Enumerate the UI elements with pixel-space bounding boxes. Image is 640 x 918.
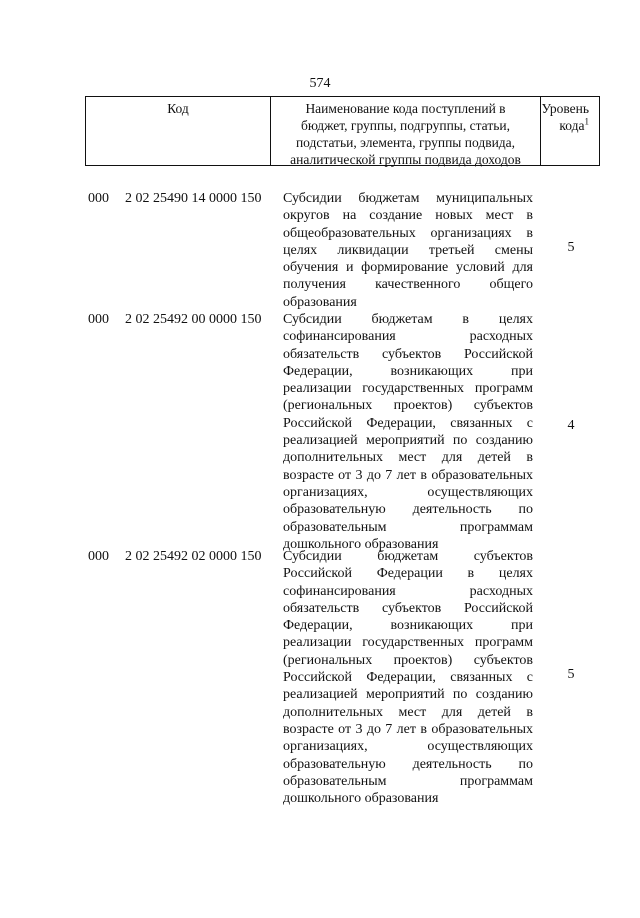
header-name-line: аналитической группы подвида доходов xyxy=(290,152,521,167)
name-line: софинансирования расходных xyxy=(283,583,533,599)
header-name-line: бюджет, группы, подгруппы, статьи, xyxy=(301,118,510,133)
name-line: Федерации, возникающих при xyxy=(283,363,533,379)
header-name-line: Наименование кода поступлений в xyxy=(305,101,506,116)
header-level-line: Уровень xyxy=(541,101,589,116)
header-level-column xyxy=(541,97,599,165)
name-line: целях ликвидации третьей смены xyxy=(283,242,533,258)
revenue-code: 2 02 25492 02 0000 150 xyxy=(125,549,262,564)
revenue-name xyxy=(283,548,533,807)
name-line: софинансирования расходных xyxy=(283,329,533,345)
name-line: (региональных проектов) субъектов xyxy=(283,652,533,668)
name-line: образовательную деятельность по xyxy=(283,502,533,518)
name-line: дополнительных мест для детей в xyxy=(283,450,533,466)
admin-code: 000 xyxy=(88,549,109,564)
page-number: 574 xyxy=(309,76,331,91)
name-line: дошкольного образования xyxy=(283,791,439,807)
name-line: возрасте от 3 до 7 лет в образовательных xyxy=(283,721,533,737)
name-line: Субсидии бюджетам в целях xyxy=(283,312,533,327)
level-value: 5 xyxy=(567,240,575,255)
revenue-code: 2 02 25492 00 0000 150 xyxy=(125,312,262,327)
footnote-marker: 1 xyxy=(584,116,589,127)
name-line: дополнительных мест для детей в xyxy=(283,704,533,720)
admin-code: 000 xyxy=(88,312,109,327)
name-line: обязательств субъектов Российской xyxy=(283,346,533,362)
header-level-line xyxy=(541,117,589,134)
header-code-column: Код xyxy=(86,97,271,165)
name-line: образования xyxy=(283,294,357,310)
table-header xyxy=(85,96,600,166)
name-line: образовательным программам xyxy=(283,519,533,535)
name-line: Российской Федерации в целях xyxy=(283,566,533,582)
name-line: реализацией мероприятий по созданию xyxy=(283,433,533,449)
name-line: Российской Федерации, связанных с xyxy=(283,670,533,686)
name-line: обязательств субъектов Российской xyxy=(283,600,533,616)
level-value: 5 xyxy=(567,667,575,682)
revenue-code: 2 02 25490 14 0000 150 xyxy=(125,191,262,206)
header-name-line: подстатьи, элемента, группы подвида, xyxy=(295,135,516,150)
name-line: реализации государственных программ xyxy=(283,381,533,397)
name-line: Субсидии бюджетам субъектов xyxy=(283,549,533,564)
name-line: организациях, осуществляющих xyxy=(283,739,533,755)
name-line: обучения и формирование условий для xyxy=(283,260,533,276)
name-line: получения качественного общего xyxy=(283,277,533,293)
header-level-word: кода xyxy=(559,118,585,133)
name-line: образовательным программам xyxy=(283,773,533,789)
name-line: Российской Федерации, связанных с xyxy=(283,415,533,431)
admin-code: 000 xyxy=(88,191,109,206)
header-name-column xyxy=(271,97,541,165)
name-line: дошкольного образования xyxy=(283,536,439,552)
name-line: округов на создание новых мест в xyxy=(283,208,533,224)
name-line: образовательную деятельность по xyxy=(283,756,533,772)
revenue-name xyxy=(283,190,533,311)
level-value: 4 xyxy=(567,418,575,433)
name-line: Федерации, возникающих при xyxy=(283,618,533,634)
name-line: общеобразовательных организациях в xyxy=(283,225,533,241)
revenue-name xyxy=(283,311,533,553)
name-line: реализацией мероприятий по созданию xyxy=(283,687,533,703)
name-line: возрасте от 3 до 7 лет в образовательных xyxy=(283,467,533,483)
name-line: организациях, осуществляющих xyxy=(283,484,533,500)
name-line: (региональных проектов) субъектов xyxy=(283,398,533,414)
name-line: Субсидии бюджетам муниципальных xyxy=(283,191,533,206)
name-line: реализации государственных программ xyxy=(283,635,533,651)
